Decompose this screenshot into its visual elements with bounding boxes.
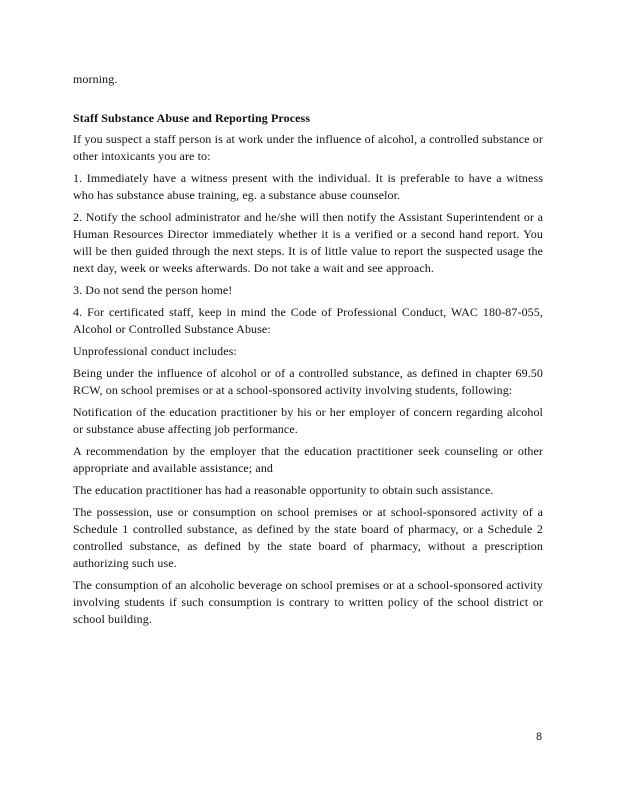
intro-paragraph: If you suspect a staff person is at work under the influence of alcohol, a controlled substance or other intoxicants you are to:	[73, 132, 543, 163]
document-body	[73, 71, 543, 633]
page-number: 8	[536, 731, 543, 743]
step-2-paragraph: 2. Notify the school administrator and he/she will then notify the Assistant Superintendent or a Human Resources Director immediately whether it is a verified or a second hand report. You will be then guided through the next steps. It is of little value to report the suspected usage the next day, week or weeks afterwards. Do not take a wait and see approach.	[73, 210, 543, 275]
section-heading: Staff Substance Abuse and Reporting Process	[73, 111, 311, 125]
unprofessional-conduct-label: Unprofessional conduct includes:	[73, 344, 237, 358]
step-1-paragraph: 1. Immediately have a witness present with the individual. It is preferable to have a witness who has substance abuse training, eg. a substance abuse counselor.	[73, 171, 543, 202]
conduct-paragraph-possession: The possession, use or consumption on school premises or at school-sponsored activity of a Schedule 1 controlled substance, as defined by the state board of pharmacy, or a Schedule 2 controlled substance, as defined by the state board of pharmacy, without a prescription authorizing such use.	[73, 505, 543, 570]
step-3-paragraph: 3. Do not send the person home!	[73, 283, 233, 297]
conduct-paragraph-alcohol: The consumption of an alcoholic beverage on school premises or at a school-sponsored activity involving students if such consumption is contrary to written policy of the school district or school building.	[73, 578, 543, 626]
conduct-paragraph-opportunity: The education practitioner has had a reasonable opportunity to obtain such assistance.	[73, 483, 494, 497]
conduct-paragraph-influence: Being under the influence of alcohol or of a controlled substance, as defined in chapter 69.50 RCW, on school premises or at a school-sponsored activity involving students, following:	[73, 366, 543, 397]
step-4-paragraph: 4. For certificated staff, keep in mind the Code of Professional Conduct, WAC 180-87-055, Alcohol or Controlled Substance Abuse:	[73, 305, 543, 336]
lead-text: morning.	[73, 72, 118, 86]
conduct-paragraph-notification: Notification of the education practitioner by his or her employer of concern regarding alcohol or substance abuse affecting job performance.	[73, 405, 543, 436]
conduct-paragraph-recommendation: A recommendation by the employer that the education practitioner seek counseling or other appropriate and available assistance; and	[73, 444, 543, 475]
